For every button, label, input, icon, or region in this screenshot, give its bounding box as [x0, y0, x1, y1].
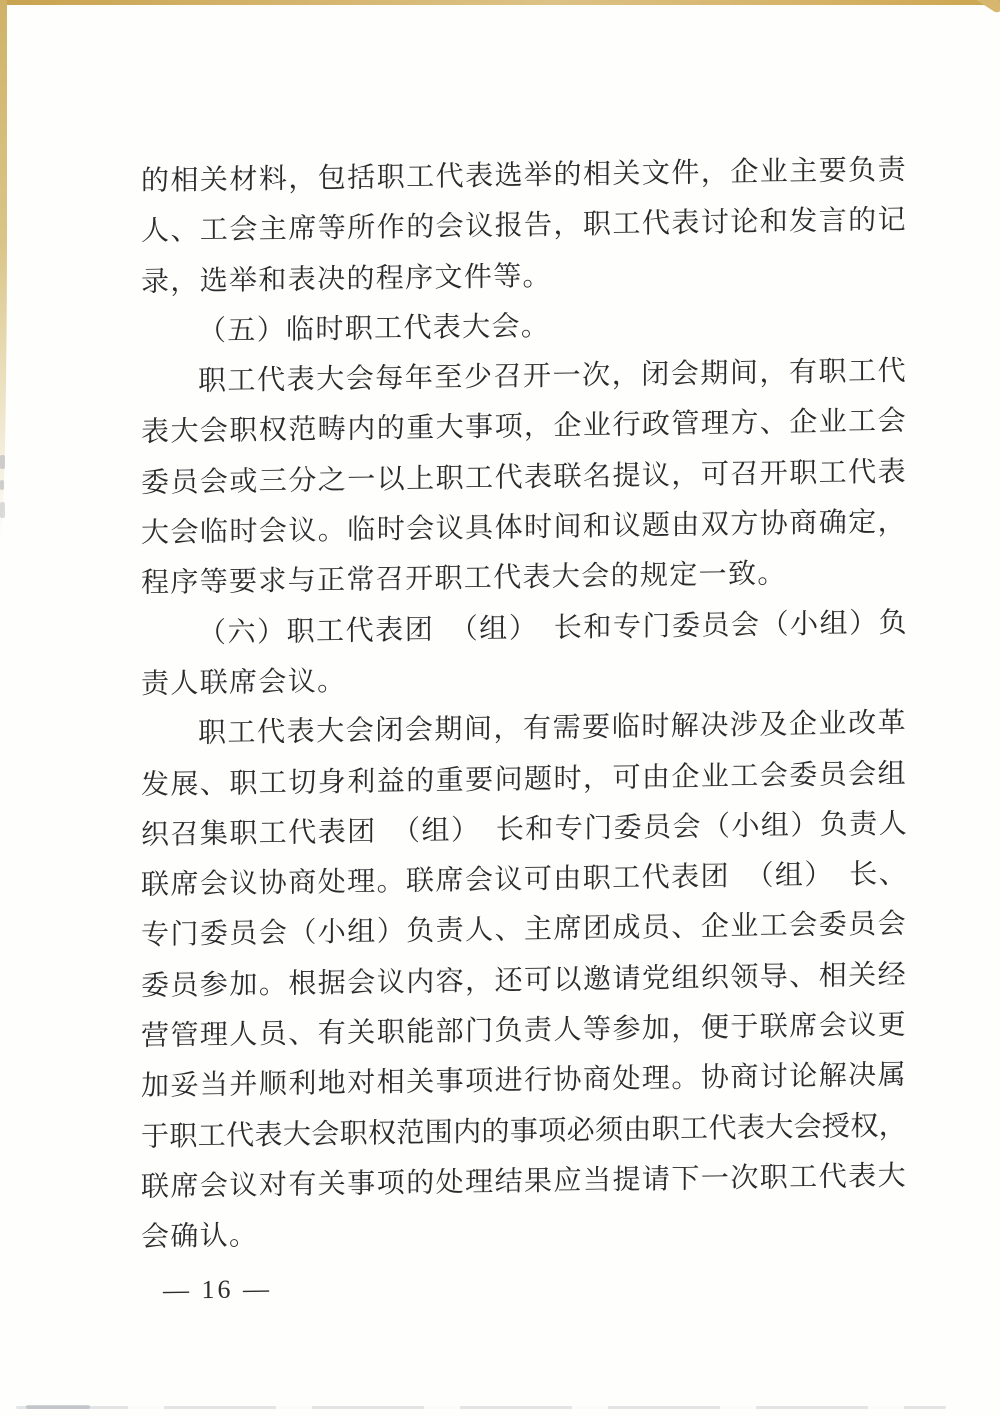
scan-speck — [0, 502, 5, 518]
document-line: 联席会议对有关事项的处理结果应当提请下一次职工代表大 — [141, 1160, 907, 1203]
document-line: 表大会职权范畴内的重大事项，企业行政管理方、企业工会 — [141, 406, 907, 449]
document-line: 专门委员会（小组）负责人、主席团成员、企业工会委员会 — [141, 909, 907, 952]
document-text-block — [141, 146, 907, 1306]
document-line: 职工代表大会每年至少召开一次，闭会期间，有职工代 — [198, 355, 907, 398]
document-line: 发展、职工切身利益的重要问题时，可由企业工会委员会组 — [141, 758, 907, 801]
document-line: （六）职工代表团 （组） 长和专门委员会（小组）负 — [198, 607, 907, 649]
scan-edge-bottom — [16, 1406, 946, 1409]
document-line: 职工代表大会闭会期间，有需要临时解决涉及企业改革 — [198, 707, 907, 750]
document-line: 程序等要求与正常召开职工代表大会的规定一致。 — [141, 558, 787, 600]
document-line: 责人联席会议。 — [141, 665, 347, 700]
document-line: 于职工代表大会职权范围内的事项必须由职工代表大会授权， — [141, 1110, 907, 1153]
scan-edge-top — [0, 0, 1000, 5]
document-line: 织召集职工代表团 （组） 长和专门委员会（小组）负责人 — [141, 808, 907, 851]
document-line: 的相关材料，包括职工代表选举的相关文件，企业主要负责 — [141, 154, 907, 197]
scan-edge-bottom-mark — [26, 1405, 90, 1409]
scan-speck — [0, 480, 4, 490]
document-line: 加妥当并顺利地对相关事项进行协商处理。协商讨论解决属 — [141, 1059, 907, 1103]
document-line: 会确认。 — [141, 1220, 259, 1254]
document-line: 委员参加。根据会议内容，还可以邀请党组织领导、相关经 — [141, 959, 907, 1002]
document-line: 委员会或三分之一以上职工代表联名提议，可召开职工代表 — [141, 456, 907, 499]
scan-speck — [0, 455, 5, 469]
document-line: 营管理人员、有关职能部门负责人等参加，便于联席会议更 — [141, 1009, 907, 1053]
document-line: 录，选举和表决的程序文件等。 — [141, 260, 552, 298]
document-line: 联席会议协商处理。联席会议可由职工代表团 （组） 长、 — [141, 858, 907, 902]
page-number: — 16 — — [163, 1273, 272, 1305]
document-line: （五）临时职工代表大会。 — [198, 310, 551, 348]
document-line: 人、工会主席等所作的会议报告，职工代表讨论和发言的记 — [141, 204, 907, 248]
document-line: 大会临时会议。临时会议具体时间和议题由双方协商确定， — [141, 506, 907, 550]
